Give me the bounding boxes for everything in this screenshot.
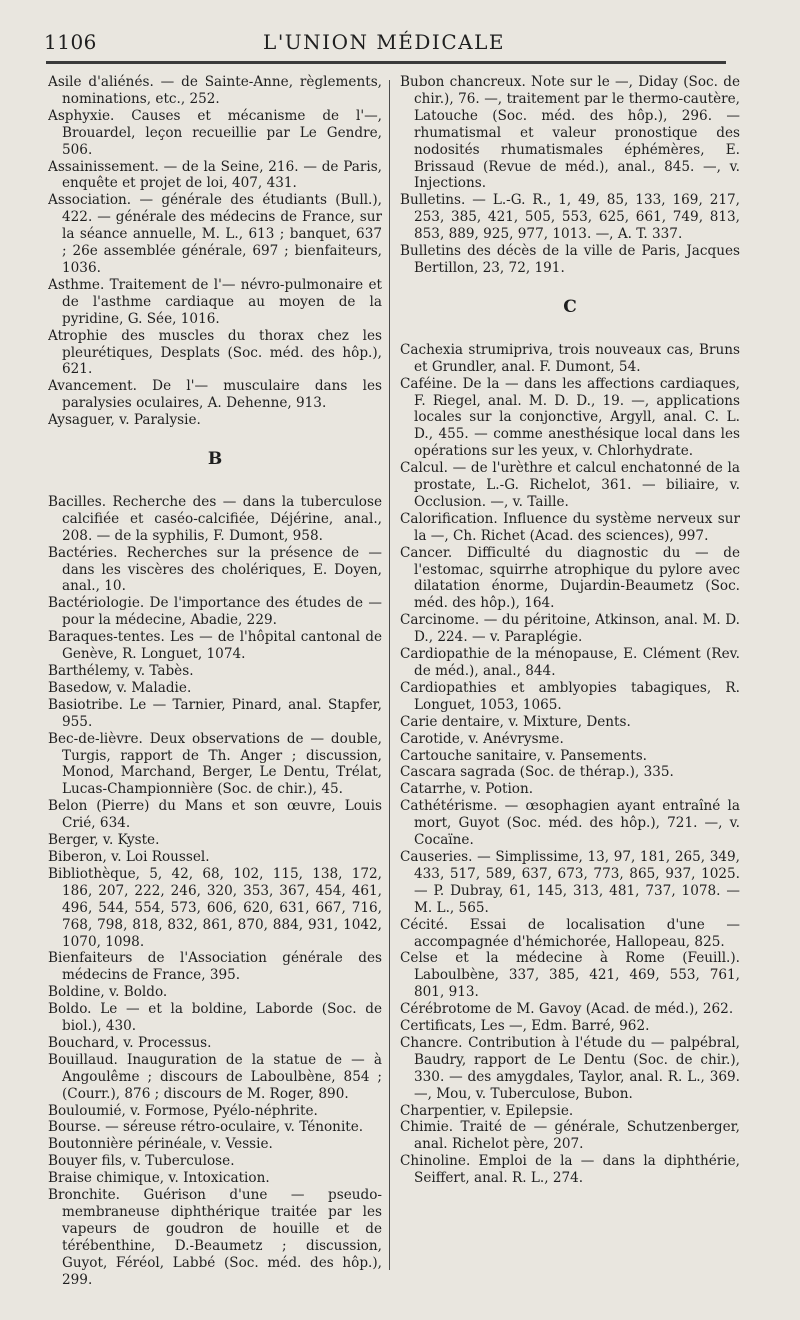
index-entry: Bibliothèque, 5, 42, 68, 102, 115, 138, 172, 186, 207, 222, 246, 320, 353, 367, 454, 461, 496, 544, 554, 573, 606, 620, 631, 667, 716, 768, 798, 818, 832, 861, 870, 884, 931, 1042, 1070, 1098. — [48, 865, 382, 950]
index-entry: Bulletins. — L.-G. R., 1, 49, 85, 133, 169, 217, 253, 385, 421, 505, 553, 625, 661, 749, 813, 853, 889, 925, 977, 1013. —, A. T. 337. — [400, 192, 740, 243]
index-entry: Bulletins des décès de la ville de Paris, Jacques Bertillon, 23, 72, 191. — [400, 243, 740, 276]
index-entry: Calorification. Influence du système nerveux sur la —, Ch. Richet (Acad. des sciences), 997. — [400, 510, 740, 544]
index-entry: Biberon, v. Loi Roussel. — [48, 848, 210, 865]
right-entries-c — [400, 342, 740, 1187]
index-entry: Cartouche sanitaire, v. Pansements. — [400, 747, 647, 764]
index-entry: Cathétérisme. — œsophagien ayant entraîné la mort, Guyot (Soc. méd. des hôp.), 721. —, v. Cocaïne. — [400, 798, 740, 849]
index-entry: Bubon chancreux. Note sur le —, Diday (Soc. de chir.), 76. —, traitement par le thermo-cautère, Latouche (Soc. méd. des hôp.), 296. — rhumatismal et valeur pronostique des nodosités rhumatismales éphémères, E. Brissaud (Revue de méd.), anal., 845. —, v. Injections. — [400, 74, 740, 192]
index-entry: Avancement. De l'— musculaire dans les paralysies oculaires, A. Dehenne, 913. — [48, 378, 382, 412]
index-entry: Bec-de-lièvre. Deux observations de — double, Turgis, rapport de Th. Anger ; discussion, Monod, Marchand, Berger, Le Dentu, Trélat, Lucas-Championnière (Soc. de chir.), 45. — [48, 730, 382, 798]
index-entry: Bactéries. Recherches sur la présence de — dans les viscères des cholériques, E. Doyen, anal., 10. — [48, 544, 382, 595]
index-entry: Basedow, v. Maladie. — [48, 679, 192, 696]
index-entry: Carcinome. — du péritoine, Atkinson, anal. M. D. D., 224. — v. Paraplégie. — [400, 612, 740, 646]
index-entry: Caféine. De la — dans les affections cardiaques, F. Riegel, anal. M. D. D., 19. —, applications locales sur la conjonctive, Argyll, anal. C. L. D., 455. — comme anesthésique local dans les opérations sur les yeux, v. Chlorhydrate. — [400, 375, 740, 460]
index-entry: Atrophie des muscles du thorax chez les pleurétiques, Desplats (Soc. méd. des hôp.), 621. — [48, 327, 382, 378]
left-entries-a — [48, 74, 382, 429]
index-entry: Chimie. Traité de — générale, Schutzenberger, anal. Richelot père, 207. — [400, 1119, 740, 1153]
index-entry: Cécité. Essai de localisation d'une — accompagnée d'hémichorée, Hallopeau, 825. — [400, 916, 740, 950]
index-entry: Certificats, Les —, Edm. Barré, 962. — [400, 1018, 650, 1035]
index-entry: Charpentier, v. Epilepsie. — [400, 1102, 574, 1119]
index-entry: Cérébrotome de M. Gavoy (Acad. de méd.), 262. — [400, 1001, 734, 1018]
section-letter-b: B — [207, 449, 223, 470]
index-entry: Braise chimique, v. Intoxication. — [48, 1170, 270, 1187]
page-header — [44, 28, 724, 58]
index-entry: Cardiopathie de la ménopause, E. Clément (Rev. de méd.), anal., 844. — [400, 646, 740, 679]
header-rule — [46, 61, 726, 64]
index-entry: Bienfaiteurs de l'Association générale des médecins de France, 395. — [48, 950, 382, 984]
index-entry: Bronchite. Guérison d'une — pseudo-membraneuse diphthérique traitée par les vapeurs de goudron de houille et de térébenthine, D.-Beaumetz ; discussion, Guyot, Féréol, Labbé (Soc. méd. des hôp.), 299. — [48, 1187, 382, 1288]
index-entry: Carie dentaire, v. Mixture, Dents. — [400, 713, 631, 730]
index-entry: Chinoline. Emploi de la — dans la diphthérie, Seiffert, anal. R. L., 274. — [400, 1153, 740, 1187]
index-entry: Asile d'aliénés. — de Sainte-Anne, règlements, nominations, etc., 252. — [48, 74, 382, 107]
right-entries-b — [400, 74, 740, 277]
index-entry: Bouillaud. Inauguration de la statue de — à Angoulême ; discours de Laboulbène, 854 ; (Courr.), 876 ; discours de M. Roger, 890. — [48, 1051, 382, 1102]
left-column — [48, 74, 382, 1299]
page-number: 1106 — [44, 30, 97, 54]
column-divider — [389, 80, 390, 1270]
index-entry: Boldo. Le — et la boldine, Laborde (Soc. de biol.), 430. — [48, 1001, 382, 1035]
index-entry: Carotide, v. Anévrysme. — [400, 730, 564, 747]
index-entry: Bouloumié, v. Formose, Pyélo-néphrite. — [48, 1102, 318, 1119]
index-entry: Bourse. — séreuse rétro-oculaire, v. Ténonite. — [48, 1119, 364, 1136]
index-entry: Calcul. — de l'urèthre et calcul enchatonné de la prostate, L.-G. Richelot, 361. — biliaire, v. Occlusion. —, v. Taille. — [400, 460, 740, 510]
index-entry: Cardiopathies et amblyopies tabagiques, R. Longuet, 1053, 1065. — [400, 679, 740, 713]
index-entry: Bouchard, v. Processus. — [48, 1034, 212, 1051]
index-entry: Causeries. — Simplissime, 13, 97, 181, 265, 349, 433, 517, 589, 637, 673, 773, 865, 937, 1025. — P. Dubray, 61, 145, 313, 481, 737, 1078. — M. L., 565. — [400, 848, 740, 916]
index-entry: Barthélemy, v. Tabès. — [48, 663, 194, 679]
index-entry: Baraques-tentes. Les — de l'hôpital cantonal de Genève, R. Longuet, 1074. — [48, 629, 382, 663]
section-letter-c: C — [563, 296, 577, 317]
index-entry: Asthme. Traitement de l'— névro-pulmonaire et de l'asthme cardiaque au moyen de la pyridine, G. Sée, 1016. — [48, 276, 382, 327]
index-entry: Bacilles. Recherche des — dans la tuberculose calcifiée et caséo-calcifiée, Déjérine, anal., 208. — de la syphilis, F. Dumont, 958. — [48, 493, 382, 544]
index-entry: Bactériologie. De l'importance des études de — pour la médecine, Abadie, 229. — [48, 595, 382, 629]
index-entry: Belon (Pierre) du Mans et son œuvre, Louis Crié, 634. — [48, 798, 382, 832]
index-entry: Cascara sagrada (Soc. de thérap.), 335. — [400, 764, 674, 781]
index-entry: Chancre. Contribution à l'étude du — palpébral, Baudry, rapport de Le Dentu (Soc. de chir.), 330. — des amygdales, Taylor, anal. R. L., 369. —, Mou, v. Tuberculose, Bubon. — [400, 1034, 740, 1102]
index-entry: Association. — générale des étudiants (Bull.), 422. — générale des médecins de France, sur la séance annuelle, M. L., 613 ; banquet, 637 ; 26e assemblée générale, 697 ; bienfaiteurs, 1036. — [48, 192, 382, 276]
index-entry: Catarrhe, v. Potion. — [400, 781, 534, 798]
index-entry: Cancer. Difficulté du diagnostic du — de l'estomac, squirrhe atrophique du pylore avec dilatation énorme, Dujardin-Beaumetz (Soc. méd. des hôp.), 164. — [400, 544, 740, 612]
right-column — [400, 74, 740, 1299]
index-entry: Bouyer fils, v. Tuberculose. — [48, 1153, 235, 1170]
index-entry: Berger, v. Kyste. — [48, 832, 160, 849]
index-entry: Basiotribe. Le — Tarnier, Pinard, anal. Stapfer, 955. — [48, 696, 382, 730]
index-entry: Asphyxie. Causes et mécanisme de l'—, Brouardel, leçon recueillie par Le Gendre, 506. — [48, 107, 382, 158]
index-entry: Assainissement. — de la Seine, 216. — de Paris, enquête et projet de loi, 407, 431. — [48, 158, 382, 192]
index-entry: Cachexia strumipriva, trois nouveaux cas, Bruns et Grundler, anal. F. Dumont, 54. — [400, 341, 740, 375]
running-title: L'UNION MÉDICALE — [263, 30, 505, 54]
index-entry: Celse et la médecine à Rome (Feuill.). Laboulbène, 337, 385, 421, 469, 553, 761, 801, 913. — [400, 950, 740, 1001]
index-entry: Aysaguer, v. Paralysie. — [48, 412, 201, 429]
left-entries-b — [48, 494, 382, 1289]
index-entry: Boutonnière périnéale, v. Vessie. — [48, 1136, 273, 1153]
index-entry: Boldine, v. Boldo. — [48, 984, 168, 1001]
